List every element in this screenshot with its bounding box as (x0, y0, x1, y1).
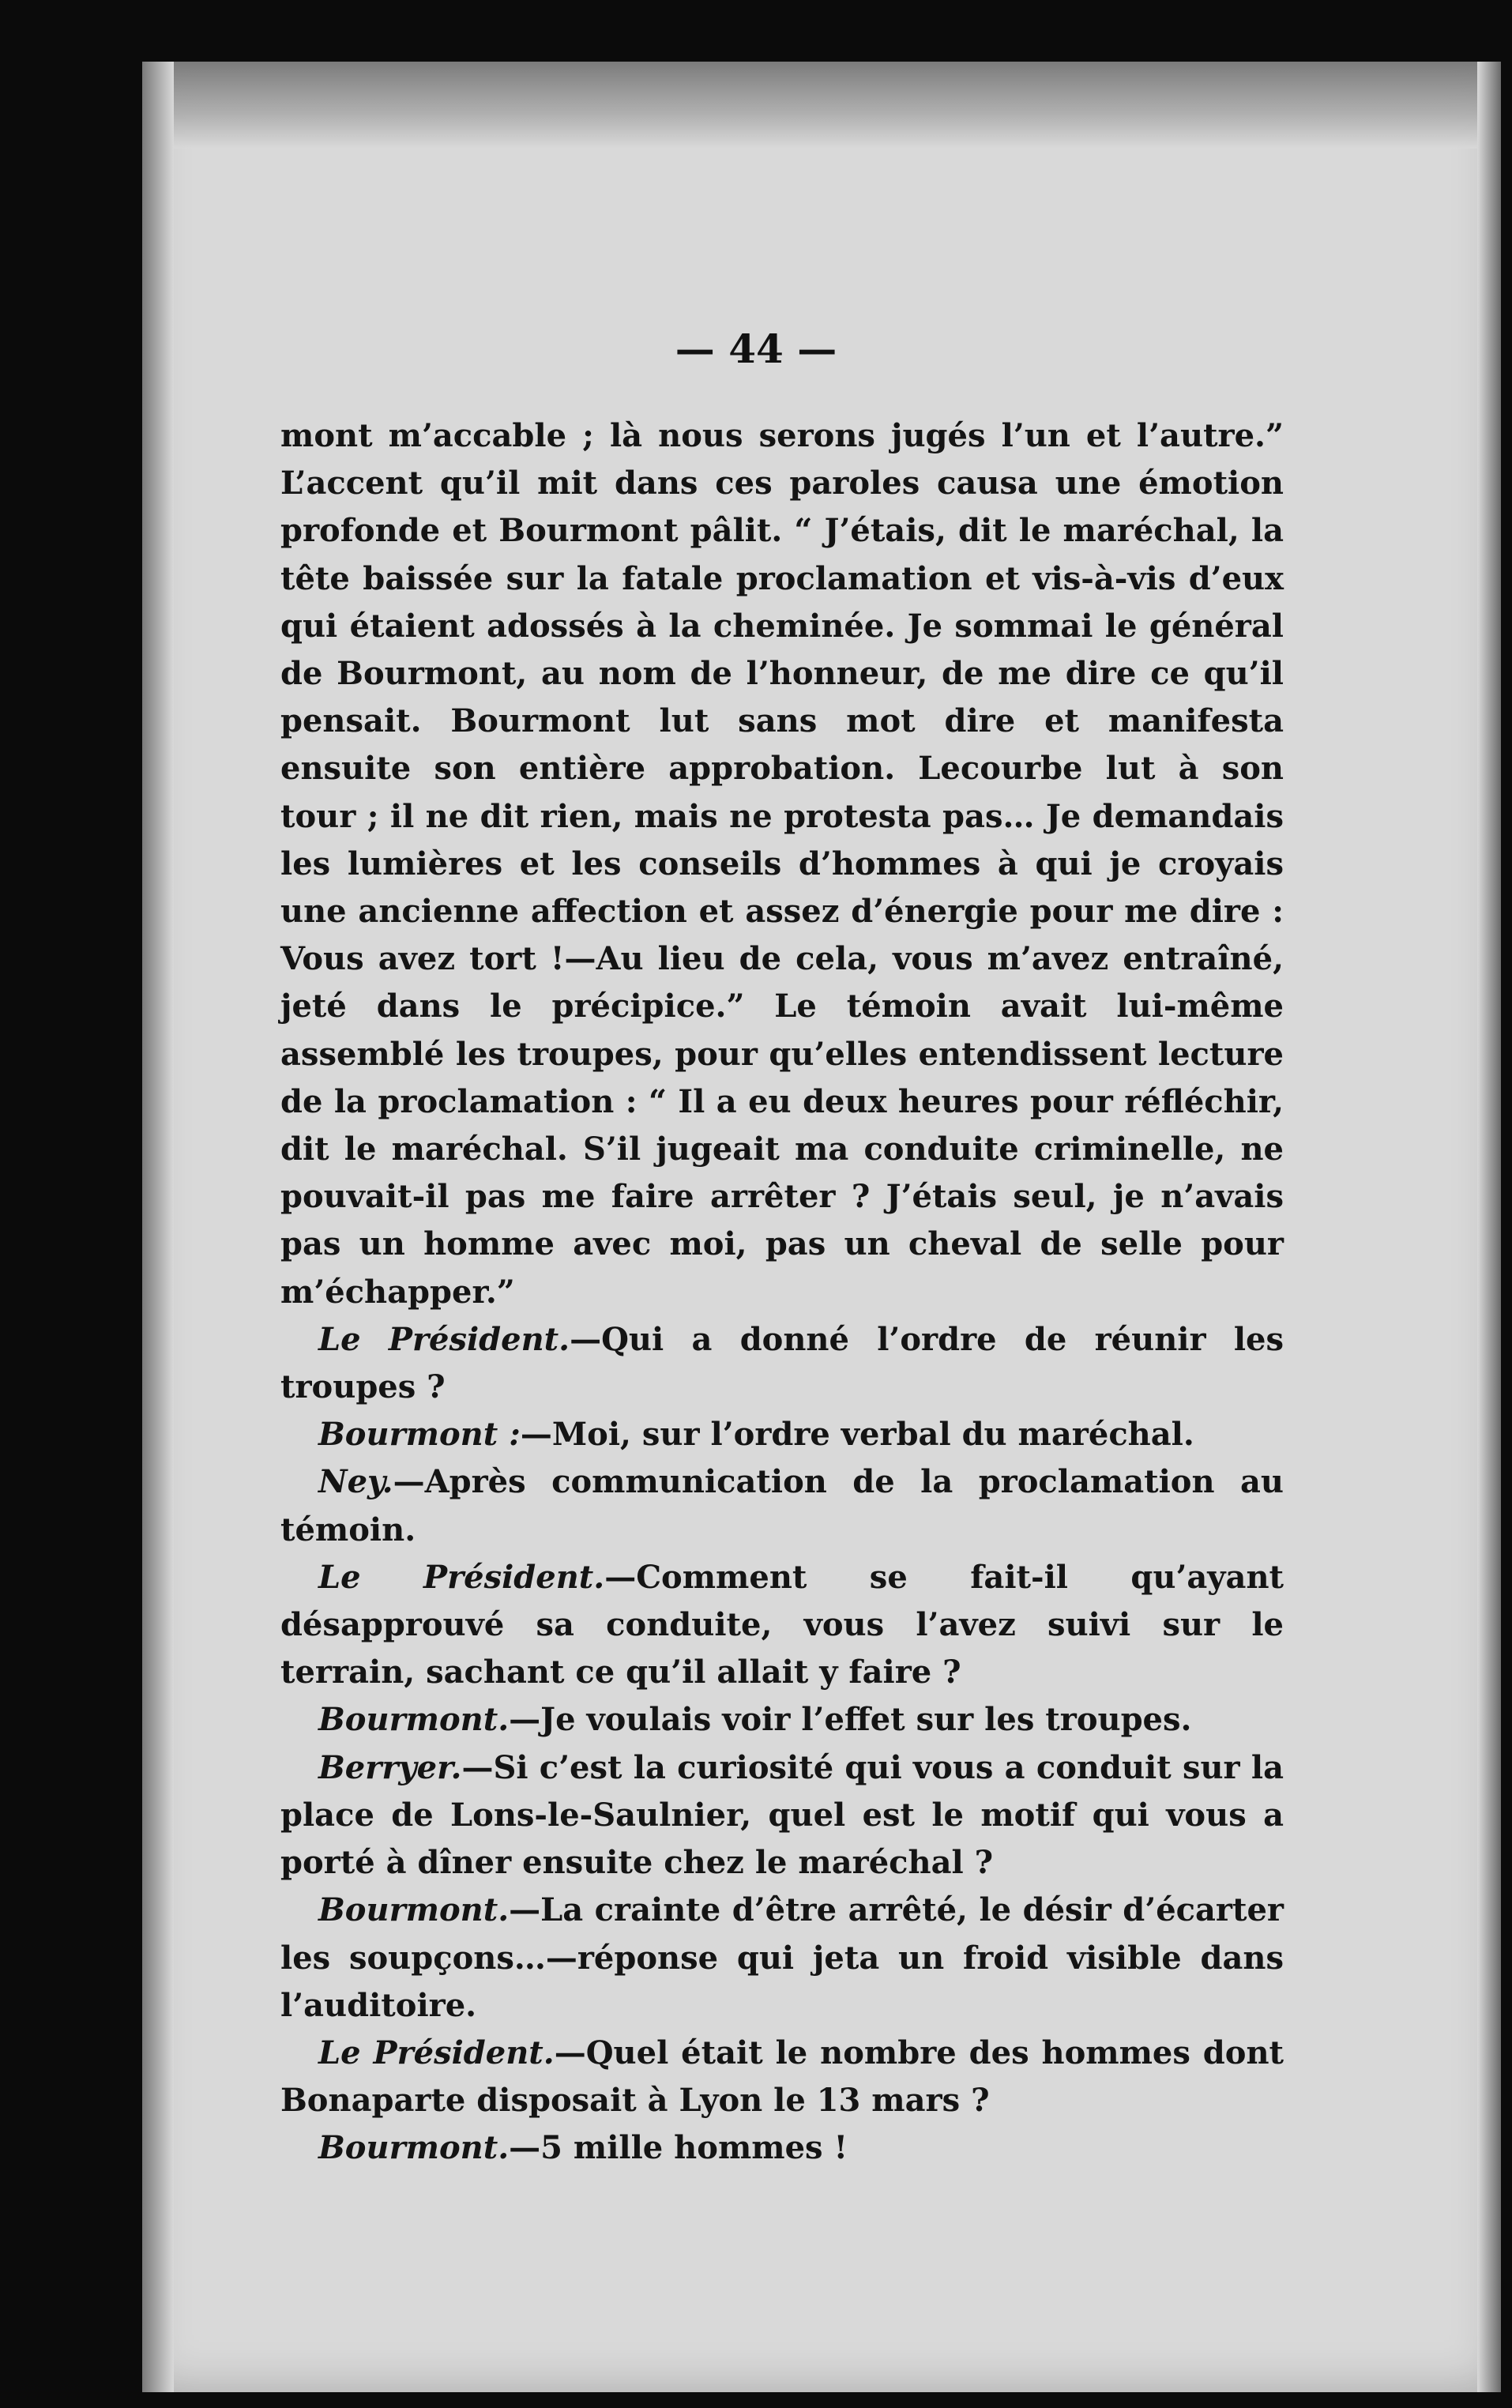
dialogue-text: —Après communication de la proclamation au témoin. (280, 1463, 1284, 1548)
dialogue-text: —Si c’est la curiosité qui vous a conduit sur la place de Lons-le-Saulnier, quel est le motif qui vous a porté à dîner ensuite chez le maréchal ? (280, 1748, 1284, 1882)
dialogue-line (280, 1411, 1284, 1458)
dialogue-text: —Je voulais voir l’effet sur les troupes. (509, 1701, 1192, 1739)
dialogue-text: —Moi, sur l’ordre verbal du maréchal. (520, 1416, 1194, 1454)
speaker-name: Bourmont. (318, 1701, 510, 1739)
speaker-name: Le Président. (318, 1558, 605, 1596)
page-left-shadow (142, 62, 174, 2392)
dialogue-text: —La crainte d’être arrêté, le désir d’écarter les soupçons…—réponse qui jeta un froid visible dans l’auditoire. (280, 1891, 1284, 2024)
speaker-name: Le Président. (318, 2034, 555, 2071)
dialogue-line (280, 1887, 1284, 2030)
dialogue-line (280, 1458, 1284, 1553)
dialogue-line (280, 2124, 1284, 2172)
speaker-name: Le Président. (318, 1320, 570, 1358)
dialogue-line (280, 2030, 1284, 2124)
speaker-name: Bourmont : (318, 1416, 521, 1454)
dialogue-line (280, 1554, 1284, 1697)
dialogue-line (280, 1744, 1284, 1887)
page-right-shadow (1477, 62, 1501, 2392)
paragraph-continuation (280, 412, 1284, 1316)
dialogue-text: —Quel était le nombre des hommes dont Bonaparte disposait à Lyon le 13 mars ? (280, 2034, 1284, 2120)
paragraph-text: mont m’accable ; là nous serons jugés l’un et l’autre.” L’accent qu’il mit dans ces paroles causa une émotion profonde et Bourmont pâlit. “ J’étais, dit le maréchal, la tête baissée sur la fatale proclamation et vis-à-vis d’eux qui étaient adossés à la cheminée. Je sommai le général de Bourmont, au nom de l’honneur, de me dire ce qu’il pensait. Bourmont lut sans mot dire et manifesta ensuite son entière approbation. Lecourbe lut à son tour ; il ne dit rien, mais ne protesta pas… Je demandais les lumières et les conseils d’hommes à qui je croyais une ancienne affection et assez d’énergie pour me dire : Vous avez tort !—Au lieu de cela, vous m’avez entraîné, jeté dans le précipice.” Le témoin avait lui-même assemblé les troupes, pour qu’elles entendissent lecture de la proclamation : “ Il a eu deux heures pour réfléchir, dit le maréchal. S’il jugeait ma conduite criminelle, ne pouvait-il pas me faire arrêter ? J’étais seul, je n’avais pas un homme avec moi, pas un cheval de selle pour m’échapper.” (280, 417, 1284, 1311)
speaker-name: Bourmont. (318, 1891, 510, 1929)
page-body (280, 412, 1284, 2173)
dialogue-line (280, 1316, 1284, 1411)
dialogue-text: —Qui a donné l’ordre de réunir les troupes ? (280, 1320, 1284, 1406)
dialogue-line (280, 1696, 1284, 1744)
speaker-name: Bourmont. (318, 2129, 510, 2167)
page-top-shadow (142, 62, 1501, 149)
speaker-name: Ney. (318, 1463, 393, 1501)
dialogue-text: —Comment se fait-il qu’ayant désapprouvé sa conduite, vous l’avez suivi sur le terrain, sachant ce qu’il allait y faire ? (280, 1558, 1284, 1691)
dialogue-text: —5 mille hommes ! (509, 2129, 848, 2167)
page-number: — 44 — (675, 325, 837, 372)
speaker-name: Berryer. (318, 1748, 462, 1786)
